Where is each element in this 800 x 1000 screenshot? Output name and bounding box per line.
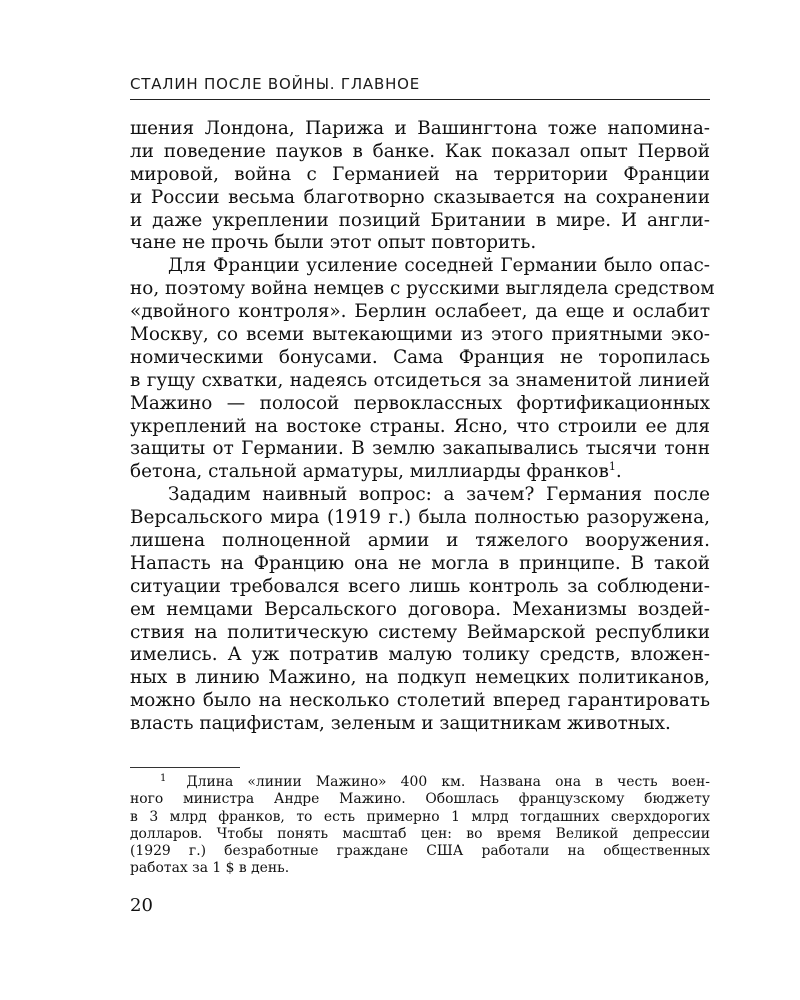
running-head: СТАЛИН ПОСЛЕ ВОЙНЫ. ГЛАВНОЕ [130,75,421,93]
main-text [130,118,715,736]
text-line: номическими бонусами. Сама Франция не торопилась [130,346,710,368]
text-line: ли поведение пауков в банке. Как показал опыт Первой [130,140,710,162]
paragraph-start: Для Франции усиление соседней Германии было опас- [168,255,710,277]
text-line: можно было на несколько столетий вперед гарантировать [130,690,710,712]
text-line: но, поэтому война немцев с русскими выглядела средством [130,278,715,300]
text-line: имелись. А уж потратив малую толику средств, вложен- [130,644,710,666]
footnote-line: в 3 млрд франков, то есть примерно 1 млрд тогдашних сверхдорогих [130,808,710,825]
text-line: чане не прочь были этот опыт повторить. [130,232,537,254]
text-line: ствия на политическую систему Веймарской республики [130,621,710,643]
text-line: шения Лондона, Парижа и Вашингтона тоже напомина- [130,118,710,139]
text-line: власть пацифистам, зеленым и защитникам животных. [130,713,671,735]
text-line: Напасть на Францию она не могла в принципе. В такой [130,552,710,574]
footnote-line [130,774,710,791]
text-line: ем немцами Версальского договора. Механизмы воздей- [130,598,710,620]
text-line: и России весьма благотворно сказывается на сохранении [130,186,710,208]
footnote-line: (1929 г.) безработные граждане США работали на общественных [130,843,710,860]
footnote [130,774,710,878]
footnote-line: ного министра Андре Мажино. Обошлась французскому бюджету [130,791,710,808]
text-line: ситуации требовался всего лишь контроль за соблюдени- [130,575,710,597]
text-line: «двойного контроля». Берлин ослабеет, да еще и ослабит [130,301,710,323]
text-line: защиты от Германии. В землю закапывались тысячи тонн [130,438,710,460]
page-number: 20 [130,895,153,916]
footnote-text: Длина «линии Мажино» 400 км. Названа она в честь воен- [186,774,710,790]
footnote-reference[interactable]: 1 [608,460,616,474]
header-rule [130,99,710,100]
text-line-with-footnote [130,461,710,484]
footnote-line: долларов. Чтобы понять масштаб цен: во время Великой депрессии [130,825,710,842]
line-period: . [615,461,622,483]
text-line: ных в линию Мажино, на подкуп немецких политиканов, [130,667,710,689]
text-line: Версальского мира (1919 г.) была полностью разоружена, [130,507,710,529]
paragraph-start: Зададим наивный вопрос: а зачем? Германия после [168,484,710,506]
footnote-marker: 1 [160,773,167,784]
text-line: лишена полноценной армии и тяжелого вооружения. [130,530,710,552]
text-line-content: бетона, стальной арматуры, миллиарды франков [130,461,609,483]
footnote-separator [130,767,240,768]
footnote-line: работах за 1 $ в день. [130,860,290,877]
text-line: мировой, война с Германией на территории Франции [130,163,710,185]
text-line: укреплений на востоке страны. Ясно, что строили ее для [130,415,710,437]
text-line: в гущу схватки, надеясь отсидеться за знаменитой линией [130,369,710,391]
text-line: и даже укреплении позиций Британии в мире. И англи- [130,209,710,231]
text-line: Мажино — полосой первоклассных фортификационных [130,392,710,414]
text-line: Москву, со всеми вытекающими из этого приятными эко- [130,324,710,346]
